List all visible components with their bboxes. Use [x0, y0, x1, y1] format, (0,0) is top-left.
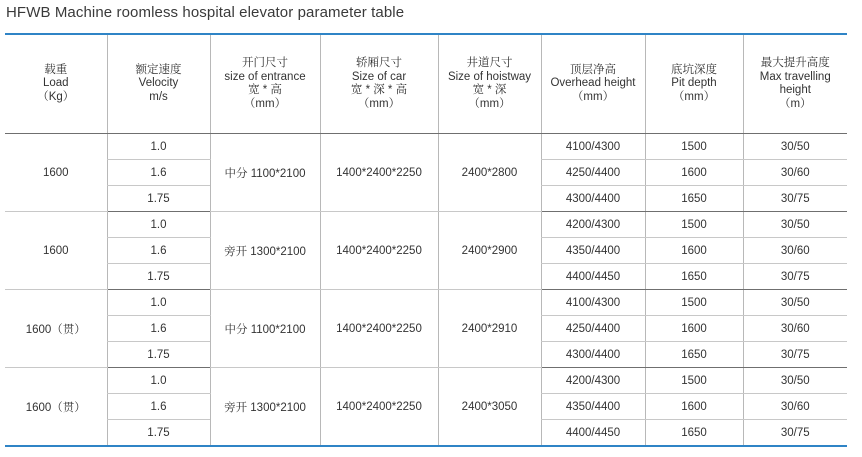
header-line: 载重	[44, 63, 68, 76]
cell-overhead-height: 4250/4400	[541, 316, 645, 342]
header-line: （mm）	[672, 90, 716, 103]
header-line: （mm）	[571, 90, 615, 103]
cell-max-travelling-height: 30/75	[743, 264, 847, 290]
header-line: m/s	[149, 90, 168, 103]
header-line: （Kg）	[37, 90, 75, 103]
header-line: 宽 * 深	[472, 84, 507, 96]
cell-car-size: 1400*2400*2250	[320, 368, 438, 447]
cell-pit-depth: 1650	[645, 342, 743, 368]
cell-hoistway-size: 2400*2900	[438, 212, 541, 290]
cell-max-travelling-height: 30/75	[743, 186, 847, 212]
cell-overhead-height: 4400/4450	[541, 264, 645, 290]
table-row	[5, 368, 847, 394]
cell-velocity: 1.75	[107, 264, 210, 290]
cell-velocity: 1.0	[107, 290, 210, 316]
cell-overhead-height: 4250/4400	[541, 160, 645, 186]
cell-max-travelling-height: 30/60	[743, 394, 847, 420]
cell-hoistway-size: 2400*3050	[438, 368, 541, 447]
cell-load: 1600	[5, 212, 107, 290]
header-load	[5, 34, 107, 134]
cell-pit-depth: 1500	[645, 134, 743, 160]
cell-pit-depth: 1650	[645, 264, 743, 290]
cell-velocity: 1.6	[107, 238, 210, 264]
header-overhead-height	[541, 34, 645, 134]
table-row	[5, 212, 847, 238]
cell-overhead-height: 4100/4300	[541, 134, 645, 160]
header-hoistway-size	[438, 34, 541, 134]
header-line: Max travelling	[759, 70, 831, 83]
cell-overhead-height: 4200/4300	[541, 368, 645, 394]
header-line: （m）	[778, 97, 812, 110]
header-line: 井道尺寸	[466, 57, 513, 69]
cell-load: 1600	[5, 134, 107, 212]
cell-max-travelling-height: 30/50	[743, 212, 847, 238]
cell-overhead-height: 4100/4300	[541, 290, 645, 316]
header-row	[5, 34, 847, 134]
header-line: 开门尺寸	[242, 57, 288, 69]
cell-pit-depth: 1600	[645, 394, 743, 420]
cell-pit-depth: 1600	[645, 160, 743, 186]
cell-max-travelling-height: 30/50	[743, 134, 847, 160]
cell-velocity: 1.75	[107, 186, 210, 212]
header-line: 宽 * 深 * 高	[350, 84, 408, 96]
cell-max-travelling-height: 30/60	[743, 316, 847, 342]
cell-overhead-height: 4350/4400	[541, 394, 645, 420]
header-line: Overhead height	[550, 77, 636, 90]
header-entrance-size	[210, 34, 320, 134]
cell-velocity: 1.6	[107, 394, 210, 420]
cell-pit-depth: 1500	[645, 368, 743, 394]
header-line: Size of car	[351, 70, 407, 83]
cell-max-travelling-height: 30/50	[743, 368, 847, 394]
header-velocity	[107, 34, 210, 134]
cell-velocity: 1.6	[107, 160, 210, 186]
page-title: HFWB Machine roomless hospital elevator parameter table	[6, 4, 405, 21]
cell-pit-depth: 1600	[645, 316, 743, 342]
cell-car-size: 1400*2400*2250	[320, 134, 438, 212]
cell-overhead-height: 4200/4300	[541, 212, 645, 238]
header-line: height	[779, 84, 811, 96]
cell-hoistway-size: 2400*2910	[438, 290, 541, 368]
cell-max-travelling-height: 30/50	[743, 290, 847, 316]
header-line: 额定速度	[135, 63, 182, 76]
parameter-table	[5, 33, 847, 447]
header-line: 宽 * 高	[248, 84, 282, 96]
header-line: Load	[42, 77, 69, 90]
header-line: size of entrance	[224, 70, 306, 83]
header-line: 顶层净高	[570, 63, 616, 76]
header-line: 最大提升高度	[760, 57, 830, 69]
cell-pit-depth: 1650	[645, 186, 743, 212]
table-body	[5, 134, 847, 447]
header-line: Velocity	[138, 77, 179, 90]
header-line: 轿厢尺寸	[356, 57, 402, 69]
cell-load: 1600（贯）	[5, 368, 107, 447]
cell-car-size: 1400*2400*2250	[320, 212, 438, 290]
cell-velocity: 1.0	[107, 368, 210, 394]
cell-velocity: 1.6	[107, 316, 210, 342]
header-line: （mm）	[357, 97, 401, 110]
cell-entrance-size: 旁开 1300*2100	[210, 368, 320, 447]
cell-hoistway-size: 2400*2800	[438, 134, 541, 212]
header-line: 底坑深度	[671, 63, 717, 76]
cell-pit-depth: 1500	[645, 212, 743, 238]
cell-max-travelling-height: 30/60	[743, 238, 847, 264]
header-line: Pit depth	[671, 77, 717, 90]
cell-velocity: 1.0	[107, 134, 210, 160]
table-row	[5, 134, 847, 160]
cell-load: 1600（贯）	[5, 290, 107, 368]
cell-overhead-height: 4350/4400	[541, 238, 645, 264]
cell-entrance-size: 中分 1100*2100	[210, 134, 320, 212]
header-line: （mm）	[468, 97, 511, 110]
cell-velocity: 1.75	[107, 342, 210, 368]
header-max-travelling-height	[743, 34, 847, 134]
cell-overhead-height: 4300/4400	[541, 186, 645, 212]
cell-entrance-size: 中分 1100*2100	[210, 290, 320, 368]
cell-pit-depth: 1650	[645, 420, 743, 447]
cell-max-travelling-height: 30/75	[743, 420, 847, 447]
cell-car-size: 1400*2400*2250	[320, 290, 438, 368]
header-line: Size of hoistway	[447, 70, 532, 83]
cell-overhead-height: 4300/4400	[541, 342, 645, 368]
cell-max-travelling-height: 30/75	[743, 342, 847, 368]
cell-velocity: 1.0	[107, 212, 210, 238]
cell-entrance-size: 旁开 1300*2100	[210, 212, 320, 290]
cell-overhead-height: 4400/4450	[541, 420, 645, 447]
header-pit-depth	[645, 34, 743, 134]
cell-pit-depth: 1500	[645, 290, 743, 316]
cell-max-travelling-height: 30/60	[743, 160, 847, 186]
parameter-table-container	[5, 33, 847, 447]
table-row	[5, 290, 847, 316]
cell-velocity: 1.75	[107, 420, 210, 447]
header-car-size	[320, 34, 438, 134]
cell-pit-depth: 1600	[645, 238, 743, 264]
header-line: （mm）	[243, 97, 287, 110]
